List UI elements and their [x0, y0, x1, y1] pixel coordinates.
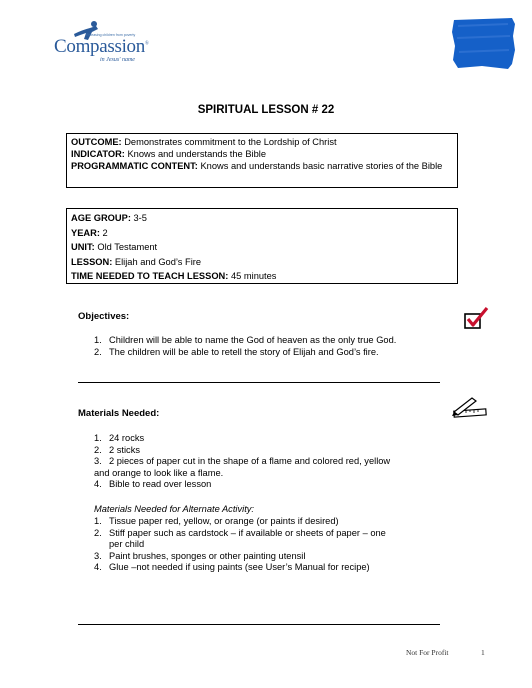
- list-item: 4. Bible to read over lesson: [94, 479, 212, 489]
- logo-wordmark: Compassion®: [54, 36, 149, 57]
- section-divider: [78, 382, 440, 383]
- list-item: 1. Tissue paper red, yellow, or orange (or paints if desired): [94, 516, 339, 526]
- list-item: 2. The children will be able to retell the story of Elijah and God’s fire.: [94, 346, 379, 357]
- programmatic-content-row: PROGRAMMATIC CONTENT: Knows and understands basic narrative stories of the Bible: [71, 161, 443, 171]
- list-item-continuation: and orange to look like a flame.: [94, 467, 224, 478]
- lesson-title: SPIRITUAL LESSON # 22: [197, 104, 335, 116]
- list-item: 1. 24 rocks: [94, 433, 145, 443]
- materials-list: [94, 433, 464, 491]
- blue-brushstroke-decoration: [452, 16, 516, 70]
- compassion-logo: [52, 20, 172, 68]
- lesson-info-box: [66, 208, 458, 284]
- year-row: YEAR: 2: [71, 227, 108, 238]
- list-item: 2. 2 sticks: [94, 444, 140, 455]
- outcome-box: [66, 133, 458, 188]
- page-number: 1: [481, 648, 485, 657]
- footer-label: Not For Profit: [406, 648, 449, 657]
- list-item: 1. Children will be able to name the God of heaven as the only true God.: [94, 335, 397, 345]
- objectives-heading: Objectives:: [78, 311, 130, 322]
- list-item: 2. Stiff paper such as cardstock – if available or sheets of paper – one: [94, 527, 386, 538]
- section-divider: [78, 624, 440, 625]
- logo-tagline: Releasing children from poverty: [86, 33, 136, 37]
- time-needed-row: TIME NEEDED TO TEACH LESSON: 45 minutes: [71, 271, 277, 281]
- materials-heading: Materials Needed:: [78, 408, 160, 419]
- list-item: 3. 2 pieces of paper cut in the shape of a flame and colored red, yellow: [94, 456, 391, 466]
- checkbox-check-icon: [463, 306, 489, 330]
- age-group-row: AGE GROUP: 3-5: [71, 213, 147, 223]
- outcome-row: OUTCOME: Demonstrates commitment to the Lordship of Christ: [71, 137, 337, 147]
- logo-subtitle: in Jesus' name: [100, 57, 135, 63]
- list-item: 3. Paint brushes, sponges or other painting utensil: [94, 550, 306, 561]
- list-item: 4. Glue –not needed if using paints (see User’s Manual for recipe): [94, 562, 370, 572]
- pencil-ruler-icon: [450, 396, 488, 420]
- alternate-materials-heading: Materials Needed for Alternate Activity:: [94, 504, 255, 514]
- alternate-materials-list: [94, 516, 464, 574]
- indicator-row: INDICATOR: Knows and understands the Bible: [71, 149, 266, 159]
- unit-row: UNIT: Old Testament: [71, 242, 158, 252]
- lesson-row: LESSON: Elijah and God’s Fire: [71, 256, 202, 267]
- list-item-continuation: per child: [109, 539, 145, 549]
- objectives-list: [94, 335, 454, 358]
